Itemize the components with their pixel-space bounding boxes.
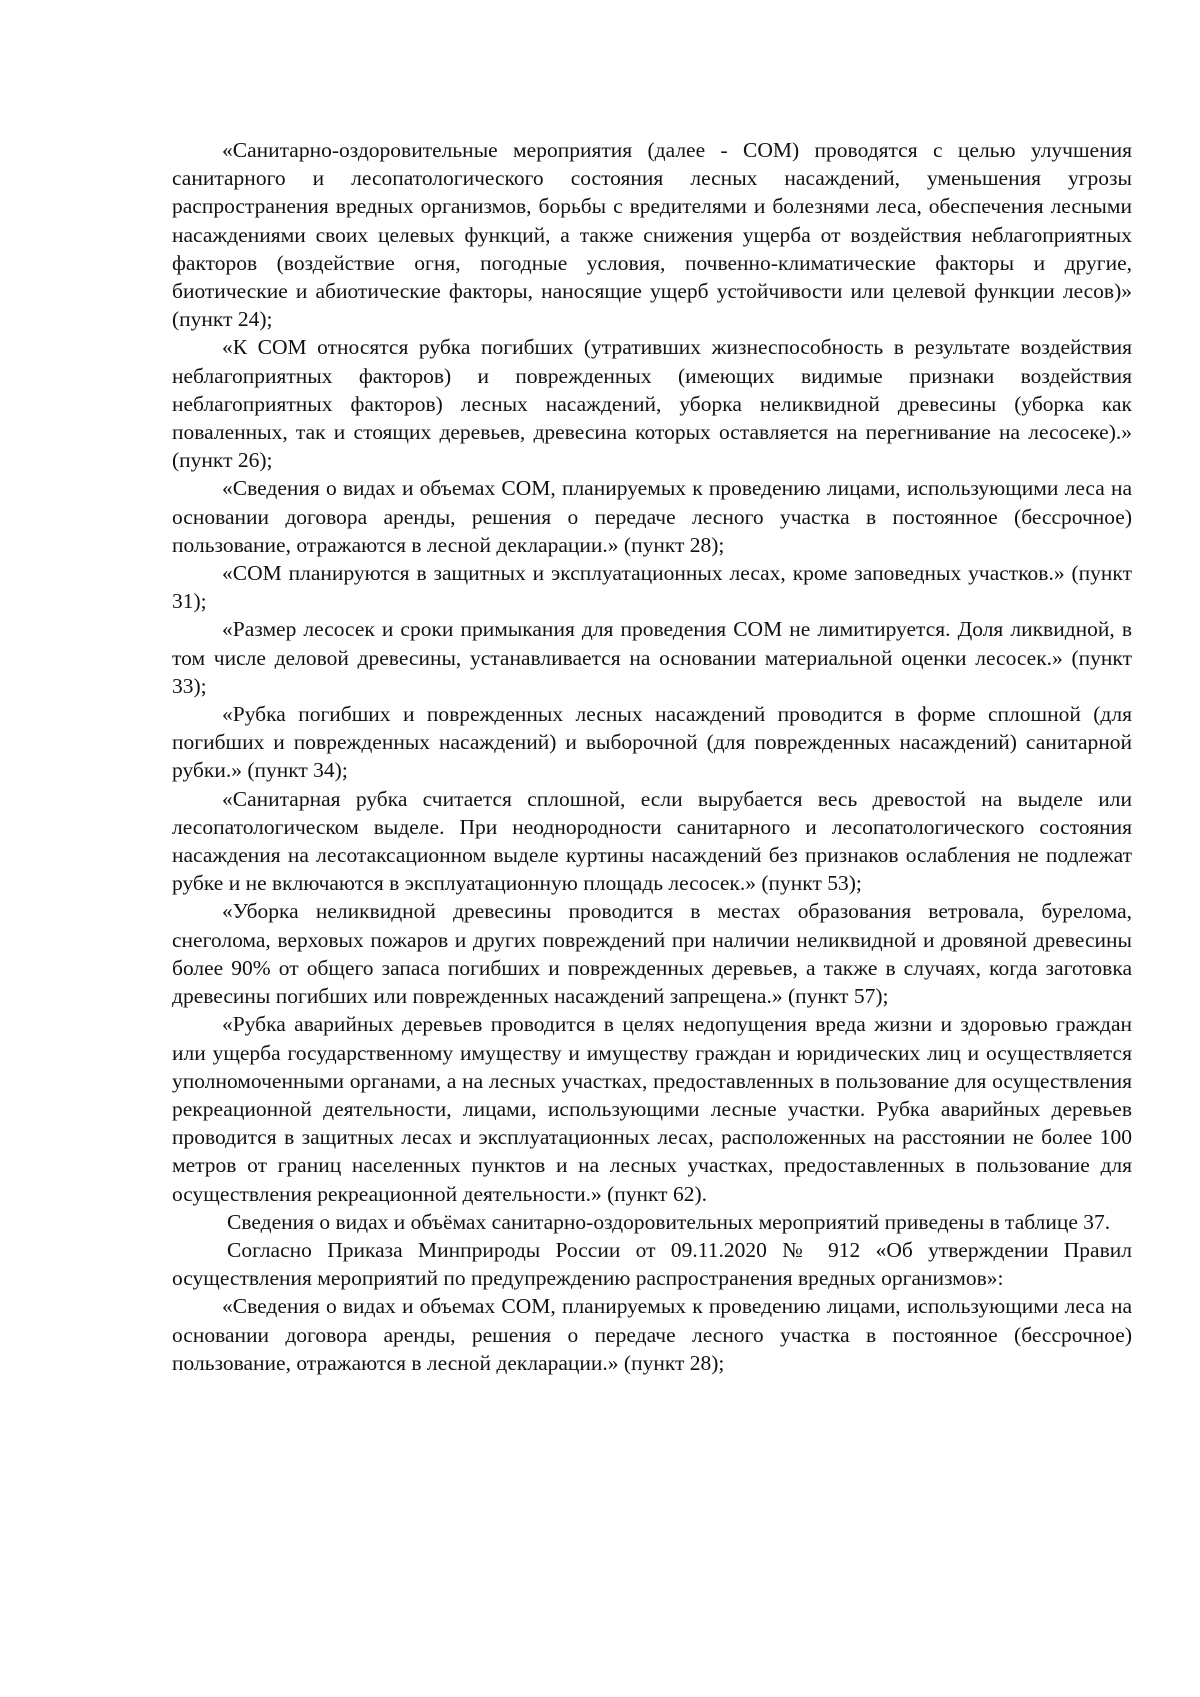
paragraph-som-purpose: «Санитарно-оздоровительные мероприятия (далее - СОМ) проводятся с целью улучшения санитарного и лесопатологического состояния лесных насаждений, уменьшения угрозы распространения вредных организмов, борьбы с вредителями и болезнями леса, обеспечения лесными насаждениями своих целевых функций, а также снижения ущерба от воздействия неблагоприятных факторов (воздействие огня, погодные условия, почвенно-климатические факторы и другие, биотические и абиотические факторы, наносящие ущерб устойчивости или целевой функции лесов)» (пункт 24);	[172, 138, 1132, 332]
paragraph-som-declaration: «Сведения о видах и объемах СОМ, планируемых к проведению лицами, использующими леса на основании договора аренды, решения о передаче лесного участка в постоянное (бессрочное) пользование, отражаются в лесной декларации.» (пункт 28);	[172, 476, 1132, 557]
paragraph-felling-form: «Рубка погибших и поврежденных лесных насаждений проводится в форме сплошной (для погибших и поврежденных насаждений) и выборочной (для поврежденных насаждений) санитарной рубки.» (пункт 34);	[172, 702, 1132, 783]
paragraph-cutting-area-size: «Размер лесосек и сроки примыкания для проведения СОМ не лимитируется. Доля ликвидной, в том числе деловой древесины, устанавливается на основании материальной оценки лесосек.» (пункт 33);	[172, 617, 1132, 698]
paragraph-table-reference: Сведения о видах и объёмах санитарно-оздоровительных мероприятий приведены в таблице 37.	[227, 1209, 1111, 1234]
paragraph-clear-sanitary-felling: «Санитарная рубка считается сплошной, если вырубается весь древостой на выделе или лесопатологическом выделе. При неоднородности санитарного и лесопатологического состояния насаждения на лесотаксационном выделе куртины насаждений без признаков ослабления не подлежат рубке и не включаются в эксплуатационную площадь лесосек.» (пункт 53);	[172, 786, 1132, 896]
paragraph-non-liquid-wood-removal: «Уборка неликвидной древесины проводится в местах образования ветровала, бурелома, снеголома, верховых пожаров и других повреждений при наличии неликвидной и дровяной древесины более 90% от общего запаса погибших и поврежденных деревьев, а также в случаях, когда заготовка древесины погибших или поврежденных насаждений запрещена.» (пункт 57);	[172, 899, 1132, 1009]
paragraph-som-declaration-repeat: «Сведения о видах и объемах СОМ, планируемых к проведению лицами, использующими леса на основании договора аренды, решения о передаче лесного участка в постоянное (бессрочное) пользование, отражаются в лесной декларации.» (пункт 28);	[172, 1294, 1132, 1375]
paragraph-ministry-order: Согласно Приказа Минприроды России от 09.11.2020 № 912 «Об утверждении Правил осуществления мероприятий по предупреждению распространения вредных организмов»:	[172, 1237, 1132, 1291]
paragraph-hazard-trees-felling: «Рубка аварийных деревьев проводится в целях недопущения вреда жизни и здоровью граждан или ущерба государственному имуществу и имуществу граждан и юридических лиц и осуществляется уполномоченными органами, а на лесных участках, предоставленных в пользование для осуществления рекреационной деятельности, лицами, использующими лесные участки. Рубка аварийных деревьев проводится в защитных лесах и эксплуатационных лесах, расположенных на расстоянии не более 100 метров от границ населенных пунктов и на лесных участках, предоставленных в пользование для осуществления рекреационной деятельности.» (пункт 62).	[172, 1012, 1132, 1206]
paragraph-som-planning: «СОМ планируются в защитных и эксплуатационных лесах, кроме заповедных участков.» (пункт 31);	[172, 561, 1132, 614]
paragraph-som-types: «К СОМ относятся рубка погибших (утративших жизнеспособность в результате воздействия неблагоприятных факторов) и поврежденных (имеющих видимые признаки воздействия неблагоприятных факторов) лесных насаждений, уборка неликвидной древесины (уборка как поваленных, так и стоящих деревьев, древесина которых оставляется на перегнивание на лесосеке).» (пункт 26);	[172, 335, 1132, 473]
document-page	[172, 136, 1132, 1377]
